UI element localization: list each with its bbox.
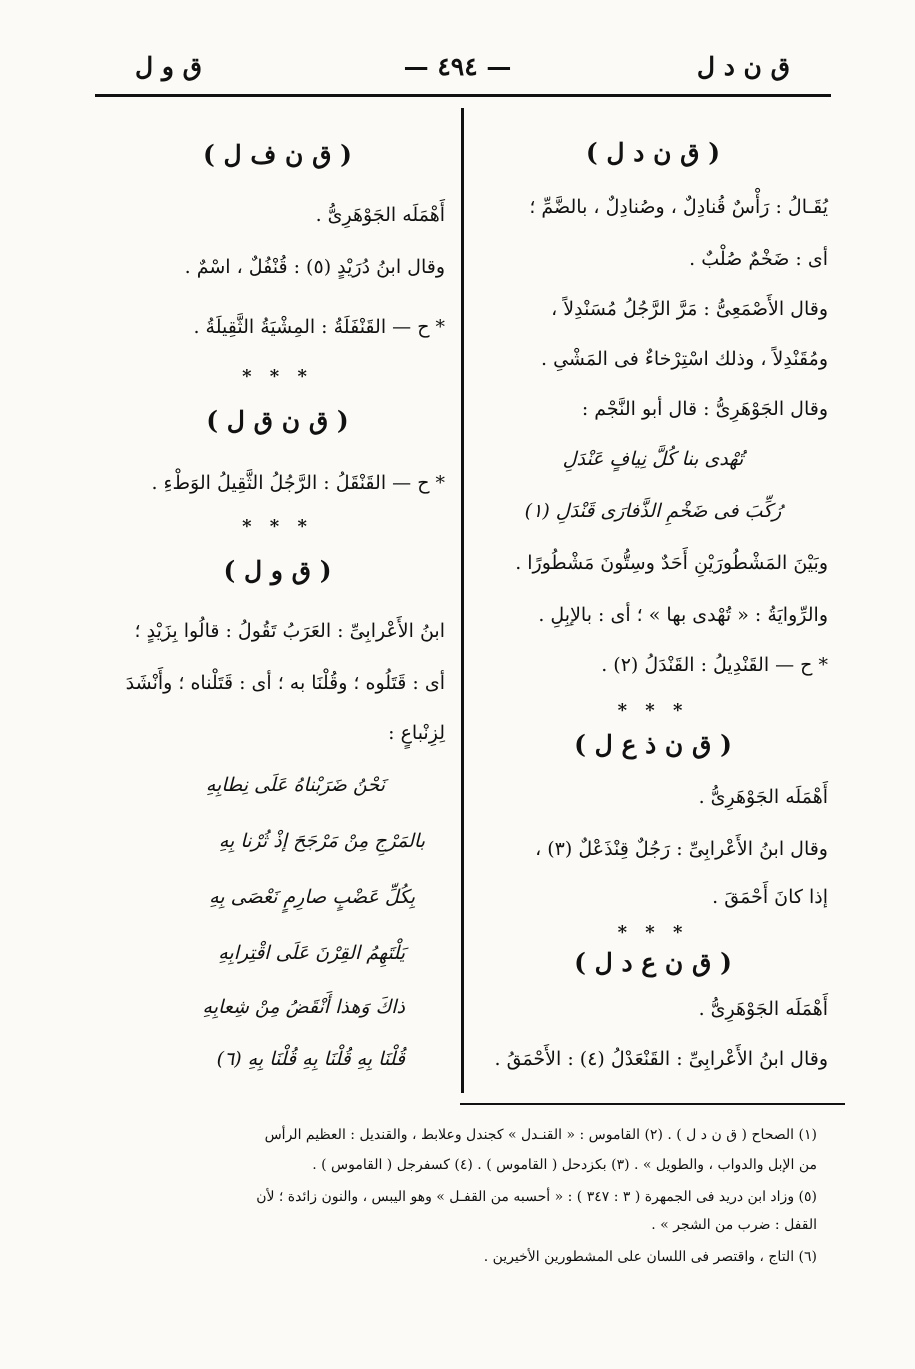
- page-number: — ٤٩٤ —: [403, 52, 512, 81]
- entry-heading: ( ق و ل ): [223, 556, 332, 585]
- text-line: وقال ابنُ الأَعْرابِىِّ : رَجُلٌ قِنْذَعْلٌ (٣) ،: [535, 838, 828, 860]
- text-line: * ح — القَنْفَلَةُ : المِشْيَةُ الثَّقِيلَةُ .: [193, 316, 445, 338]
- running-head-left: ق و ل: [135, 52, 203, 81]
- header-rule: [95, 94, 831, 97]
- running-head-right: ق ن د ل: [696, 52, 790, 81]
- text-line: ومُقَنْدِلاً ، وذلك اسْتِرْخاءٌ فى المَشْىِ .: [541, 348, 828, 370]
- text-line: وقال ابنُ دُرَيْدٍ (٥) : قُنْفُلٌ ، اسْمٌ .: [184, 256, 445, 278]
- text-line: والرِّوايَةُ : « تُهْدى بها » ؛ أى : بالإبِلِ .: [538, 604, 828, 626]
- entry-heading: ( ق ن د ل ): [585, 138, 721, 167]
- section-divider: * * *: [242, 366, 313, 387]
- text-line: لِزِنْباعٍ :: [388, 722, 445, 744]
- entry-heading: ( ق ن ف ل ): [202, 140, 352, 169]
- footnote-line: (١) الصحاح ( ق ن د ل ) . (٢) القاموس : « القنـدل » كجندل وعلابط ، والقنديل : العظيم الرأس: [264, 1127, 817, 1143]
- section-divider: * * *: [617, 922, 689, 943]
- text-line: أَهْمَلَه الجَوْهَرِىُّ .: [315, 204, 445, 226]
- verse-line: ذاكَ وَهذا أَنْقَضُ مِنْ شِعابِهِ: [202, 996, 405, 1018]
- verse-line: رُكِّبَ فى ضَخْمِ الذَّفارَى قَنْدَلِ (١): [524, 500, 782, 522]
- section-divider: * * *: [242, 516, 313, 537]
- verse-line: قُلْنَا بِهِ قُلْنَا بِهِ قُلْنَا بِهِ (٦): [216, 1048, 405, 1070]
- footnote-line: من الإبل والدواب ، والطويل » . (٣) بكزدحل ( القاموس ) . (٤) كسفرجل ( القاموس ) .: [312, 1157, 817, 1173]
- text-line: ابنُ الأَعْرابِىِّ : العَرَبُ تَقُولُ : قالُوا بِزَيْدٍ ؛: [134, 620, 445, 642]
- footnote-line: (٥) وزاد ابن دريد فى الجمهرة ( ٣ : ٣٤٧ ) : « أحسبه من القفـل » وهو اليبس ، والنون زائدة ؛ لأن: [256, 1189, 817, 1205]
- section-divider: * * *: [617, 700, 689, 721]
- verse-line: بِكُلِّ عَضْبٍ صارِمٍ نَعْصَى بِهِ: [209, 886, 415, 908]
- entry-heading: ( ق ن ق ل ): [206, 406, 349, 435]
- verse-line: نَحْنُ ضَرَبْناهُ عَلَى نِطابِهِ: [205, 774, 385, 796]
- text-line: أَهْمَلَه الجَوْهَرِىُّ .: [698, 998, 828, 1020]
- text-line: إذا كانَ أَحْمَقَ .: [712, 886, 828, 908]
- text-line: * ح — القَنْدِيلُ : القَنْدَلُ (٢) .: [601, 654, 828, 676]
- text-line: وبَيْنَ المَشْطُورَيْنِ أَحَدٌ وسِتُّونَ مَشْطُورًا .: [515, 552, 828, 574]
- verse-line: تُهْدى بنا كُلَّ نِيافٍ عَنْدَلِ: [562, 448, 744, 470]
- text-line: أى : قَتَلُوه ؛ وقُلْنَا به ؛ أى : قَتَلْناه ؛ وأَنْشَدَ: [125, 672, 445, 694]
- text-line: أَهْمَلَه الجَوْهَرِىُّ .: [698, 786, 828, 808]
- verse-line: بالمَرْجِ مِنْ مَرْجَحَ إذْ ثُرْنا بِهِ: [218, 830, 425, 852]
- column-separator: [461, 108, 464, 1093]
- entry-heading: ( ق ن ذ ع ل ): [574, 730, 732, 759]
- verse-line: يَلْتَهِمُ القِرْنَ عَلَى اقْتِرابِهِ: [218, 942, 405, 964]
- text-line: أى : ضَخْمٌ صُلْبٌ .: [689, 248, 828, 270]
- text-line: وقال الأَصْمَعِىُّ : مَرَّ الرَّجُلُ مُسَنْدِلاً ،: [551, 298, 828, 320]
- footnote-line: (٦) التاج ، واقتصر فى اللسان على المشطورين الأخيرين .: [483, 1249, 817, 1265]
- footnote-rule: [460, 1103, 845, 1105]
- text-line: وقال ابنُ الأَعْرابِىِّ : القَنْعَدْلُ (٤) : الأَحْمَقُ .: [494, 1048, 828, 1070]
- text-line: يُقَـالُ : رَأْسٌ قُنادِلٌ ، وصُنادِلٌ ، بالضَّمِّ ؛: [529, 196, 828, 218]
- footnote-line: القفل : ضرب من الشجر » .: [651, 1217, 817, 1233]
- text-line: وقال الجَوْهَرِىُّ : قال أبو النَّجْم :: [581, 398, 828, 420]
- text-line: * ح — القَنْقَلُ : الرَّجُلُ الثَّقِيلُ الوَطْءِ .: [151, 472, 445, 494]
- entry-heading: ( ق ن ع د ل ): [574, 948, 732, 977]
